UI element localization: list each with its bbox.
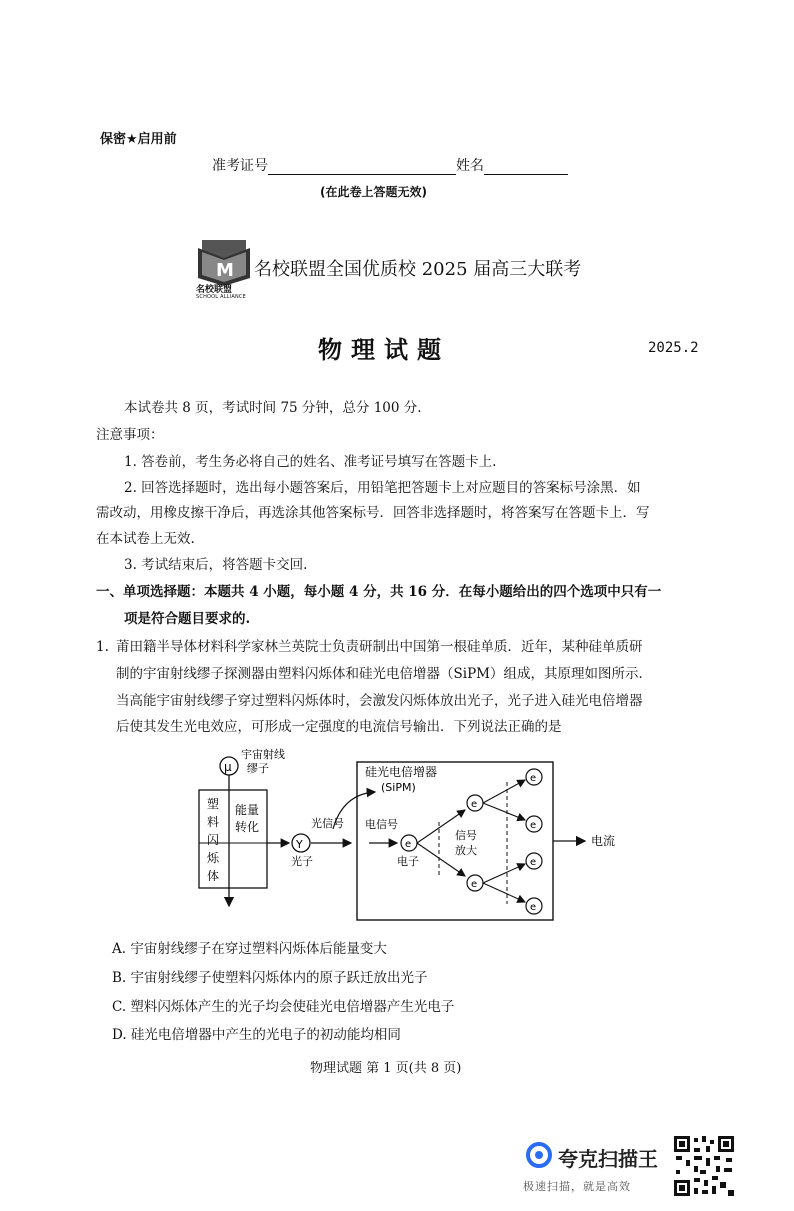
exam-date: 2025.2: [648, 340, 699, 356]
option-d: D. 硅光电倍增器中产生的光电子的初动能均相同: [112, 1027, 401, 1043]
scintillator-char: 料: [207, 815, 220, 829]
option-a: A. 宇宙射线缪子在穿过塑料闪烁体后能量变大: [112, 941, 387, 957]
sipm-abbr: (SiPM): [381, 781, 416, 794]
energy-label: 能量: [235, 803, 260, 817]
amplify-label: 信号: [455, 829, 477, 842]
question-line: 当高能宇宙射线缪子穿过塑料闪烁体时，会激发闪烁体放出光子，光子进入硅光电倍增器: [116, 693, 643, 709]
page-title: 物理试题: [318, 335, 450, 364]
scintillator-char: 闪: [207, 833, 220, 847]
scintillator-char: 塑: [207, 797, 220, 811]
section-heading: 项是符合题目要求的.: [124, 611, 251, 627]
notes-title: 注意事项：: [96, 427, 164, 443]
section-heading: 一、单项选择题：本题共 4 小题，每小题 4 分，共 16 分．在每小题给出的四个选项中只有一: [96, 584, 662, 600]
quark-scanner-icon: [526, 1142, 552, 1168]
exam-name: 名校联盟全国优质校 2025 届高三大联考: [254, 259, 582, 280]
note-line: 2. 回答选择题时，选出每小题答案后，用铅笔把答题卡上对应题目的答案标号涂黑．如: [124, 480, 641, 496]
electron-symbol: e: [530, 773, 537, 784]
muon-label: 宇宙射线: [241, 748, 285, 761]
logo-mark: M: [216, 260, 234, 281]
muon-symbol: μ: [224, 760, 232, 774]
name-blank: [484, 160, 568, 175]
invalid-note: (在此卷上答题无效): [320, 185, 427, 199]
photon-label: 光子: [291, 855, 313, 868]
electric-signal-label: 电信号: [365, 818, 398, 831]
muon-label: 缪子: [247, 762, 269, 775]
scanner-name: 夸克扫描王: [558, 1147, 658, 1171]
energy-label: 转化: [235, 820, 260, 834]
confidential-label: 保密★启用前: [100, 132, 177, 147]
logo-en: SCHOOL ALLIANCE: [196, 294, 246, 300]
intro: 本试卷共 8 页，考试时间 75 分钟，总分 100 分.: [124, 400, 422, 416]
note-line: 1. 答卷前，考生务必将自己的姓名、准考证号填写在答题卡上.: [124, 454, 497, 470]
amplify-label: 放大: [455, 844, 477, 857]
branch-arrow: [483, 803, 525, 820]
scanner-slogan: 极速扫描，就是高效: [523, 1180, 631, 1193]
option-b: B. 宇宙射线缪子使塑料闪烁体内的原子跃迁放出光子: [112, 970, 428, 986]
note-line: 3. 考试结束后，将答题卡交回.: [124, 557, 308, 573]
electron-label: 电子: [397, 855, 419, 868]
question-line: 后使其发生光电效应，可形成一定强度的电流信号输出．下列说法正确的是: [116, 719, 562, 735]
electron-symbol: e: [530, 820, 537, 831]
sipm-title: 硅光电倍增器: [365, 765, 438, 779]
note-line: 需改动，用橡皮擦干净后，再选涂其他答案标号．回答非选择题时，将答案写在答题卡上．写: [96, 505, 650, 521]
scintillator-char: 烁: [207, 851, 220, 865]
id-label: 准考证号: [212, 158, 268, 174]
note-line: 在本试卷上无效.: [96, 531, 195, 547]
photon-symbol: Y: [296, 838, 303, 851]
page-footer: 物理试题 第 1 页(共 8 页): [310, 1061, 462, 1076]
electron-symbol: e: [471, 799, 478, 810]
electron-symbol: e: [471, 879, 478, 890]
option-c: C. 塑料闪烁体产生的光子均会使硅光电倍增器产生光电子: [112, 999, 455, 1015]
electron-symbol: e: [530, 857, 537, 868]
name-label: 姓名: [456, 158, 484, 174]
branch-arrow: [483, 780, 525, 803]
qr-code: [672, 1134, 736, 1198]
principle-diagram: [185, 744, 635, 924]
branch-arrow: [483, 864, 525, 883]
id-blank: [268, 160, 456, 175]
electron-symbol: e: [530, 902, 537, 913]
question-line: 制的宇宙射线缪子探测器由塑料闪烁体和硅光电倍增器（SiPM）组成，其原理如图所示．: [116, 666, 652, 682]
question-line: 莆田籍半导体材料科学家林兰英院士负责研制出中国第一根硅单质．近年，某种硅单质研: [116, 639, 643, 655]
light-signal-label: 光信号: [311, 817, 344, 830]
branch-arrow: [483, 883, 525, 902]
logo-cn: 名校联盟: [196, 285, 233, 295]
question-number: 1.: [96, 639, 109, 655]
id-name-line: [212, 155, 568, 175]
current-label: 电流: [591, 834, 616, 848]
scintillator-char: 体: [207, 869, 220, 883]
electron-symbol: e: [405, 839, 412, 850]
